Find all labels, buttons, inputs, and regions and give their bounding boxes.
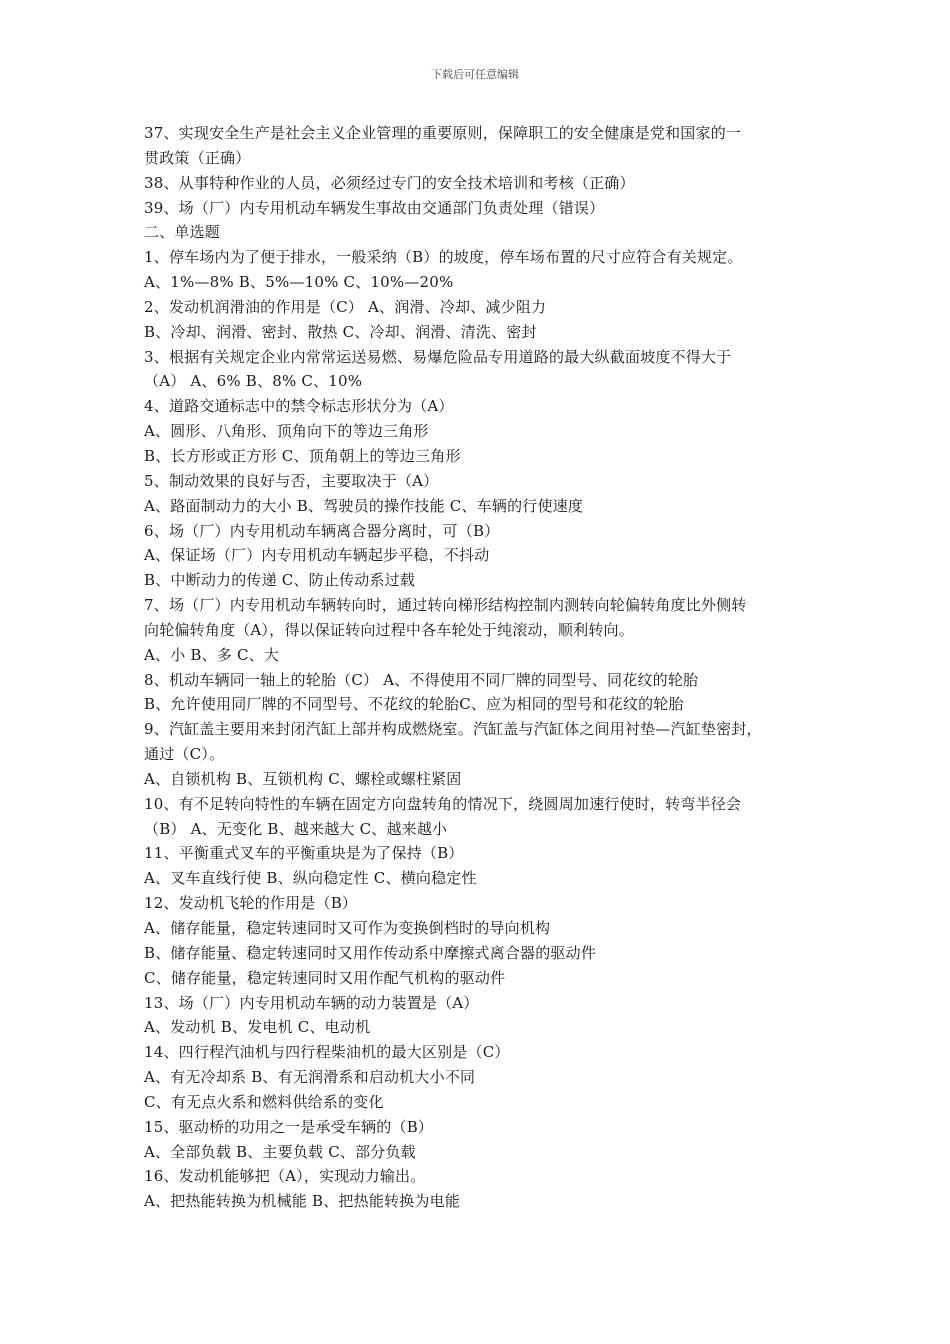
document-body: [144, 121, 824, 1214]
text-line: B、冷却、润滑、密封、散热 C、冷却、润滑、清洗、密封: [144, 322, 537, 341]
text-line: 14、四行程汽油机与四行程柴油机的最大区别是（C）: [144, 1043, 510, 1062]
text-line: 4、道路交通标志中的禁令标志形状分为（A）: [144, 397, 454, 416]
text-line: 9、汽缸盖主要用来封闭汽缸上部并构成燃烧室。汽缸盖与汽缸体之间用衬垫—汽缸垫密封，: [144, 720, 762, 739]
text-line: A、路面制动力的大小 B、驾驶员的操作技能 C、车辆的行使速度: [144, 496, 584, 515]
text-line: B、长方形或正方形 C、顶角朝上的等边三角形: [144, 446, 461, 465]
text-line: 通过（C）。: [144, 745, 225, 764]
text-line: A、有无冷却系 B、有无润滑系和启动机大小不同: [144, 1068, 476, 1087]
text-line: 10、有不足转向特性的车辆在固定方向盘转角的情况下，绕圆周加速行使时，转弯半径会: [144, 794, 742, 813]
text-line: 37、实现安全生产是社会主义企业管理的重要原则，保障职工的安全健康是党和国家的一: [144, 124, 742, 142]
text-line: 6、场（厂）内专用机动车辆离合器分离时，可（B）: [144, 521, 500, 540]
text-line: C、有无点火系和燃料供给系的变化: [144, 1092, 384, 1111]
text-line: 5、制动效果的良好与否，主要取决于（A）: [144, 471, 439, 490]
text-line: 12、发动机飞轮的作用是（B）: [144, 894, 358, 913]
text-line: 11、平衡重式叉车的平衡重块是为了保持（B）: [144, 844, 464, 863]
text-line: A、全部负载 B、主要负载 C、部分负载: [144, 1142, 416, 1161]
page-header: 下载后可任意编辑: [431, 68, 519, 81]
text-line: A、发动机 B、发电机 C、电动机: [144, 1018, 371, 1037]
text-line: A、叉车直线行使 B、纵向稳定性 C、横向稳定性: [144, 869, 477, 888]
text-line: （B） A、无变化 B、越来越大 C、越来越小: [144, 819, 448, 838]
text-line: （A） A、6% B、8% C、10%: [144, 372, 363, 391]
text-line: 15、驱动桥的功用之一是承受车辆的（B）: [144, 1117, 434, 1136]
text-line: A、把热能转换为机械能 B、把热能转换为电能: [144, 1192, 461, 1211]
text-line: A、自锁机构 B、互锁机构 C、螺栓或螺柱紧固: [144, 769, 462, 788]
text-line: 39、场（厂）内专用机动车辆发生事故由交通部门负责处理（错误）: [144, 198, 605, 217]
text-line: C、储存能量，稳定转速同时又用作配气机构的驱动件: [144, 968, 506, 987]
text-line: 38、从事特种作业的人员，必须经过专门的安全技术培训和考核（正确）: [144, 173, 635, 192]
text-line: 2、发动机润滑油的作用是（C） A、润滑、冷却、减少阻力: [144, 297, 547, 316]
text-line: 7、场（厂）内专用机动车辆转向时，通过转向梯形结构控制内测转向轮偏转角度比外侧转: [144, 596, 747, 615]
text-line: A、小 B、多 C、大: [144, 645, 280, 664]
text-line: B、储存能量、稳定转速同时又用作传动系中摩擦式离合器的驱动件: [144, 943, 597, 962]
text-line: 二、单选题: [144, 223, 221, 242]
text-line: A、保证场（厂）内专用机动车辆起步平稳，不抖动: [144, 546, 490, 565]
text-line: B、允许使用同厂牌的不同型号、不花纹的轮胎C、应为相同的型号和花纹的轮胎: [144, 695, 684, 714]
text-line: B、中断动力的传递 C、防止传动系过载: [144, 571, 416, 590]
text-line: 16、发动机能够把（A），实现动力输出。: [144, 1167, 426, 1186]
text-line: 3、根据有关规定企业内常常运送易燃、易爆危险品专用道路的最大纵截面坡度不得大于: [144, 347, 732, 366]
text-line: A、1%—8% B、5%—10% C、10%—20%: [144, 273, 454, 292]
text-line: 向轮偏转角度（A），得以保证转向过程中各车轮处于纯滚动，顺利转向。: [144, 620, 634, 639]
text-line: A、储存能量，稳定转速同时又可作为变换倒档时的导向机构: [144, 919, 551, 937]
text-line: A、圆形、八角形、顶角向下的等边三角形: [144, 422, 429, 441]
text-line: 贯政策（正确）: [144, 148, 251, 167]
text-line: 8、机动车辆同一轴上的轮胎（C） A、不得使用不同厂牌的同型号、同花纹的轮胎: [144, 670, 699, 689]
text-line: 1、停车场内为了便于排水，一般采纳（B）的坡度，停车场布置的尺寸应符合有关规定。: [144, 248, 743, 267]
text-line: 13、场（厂）内专用机动车辆的动力装置是（A）: [144, 993, 479, 1012]
